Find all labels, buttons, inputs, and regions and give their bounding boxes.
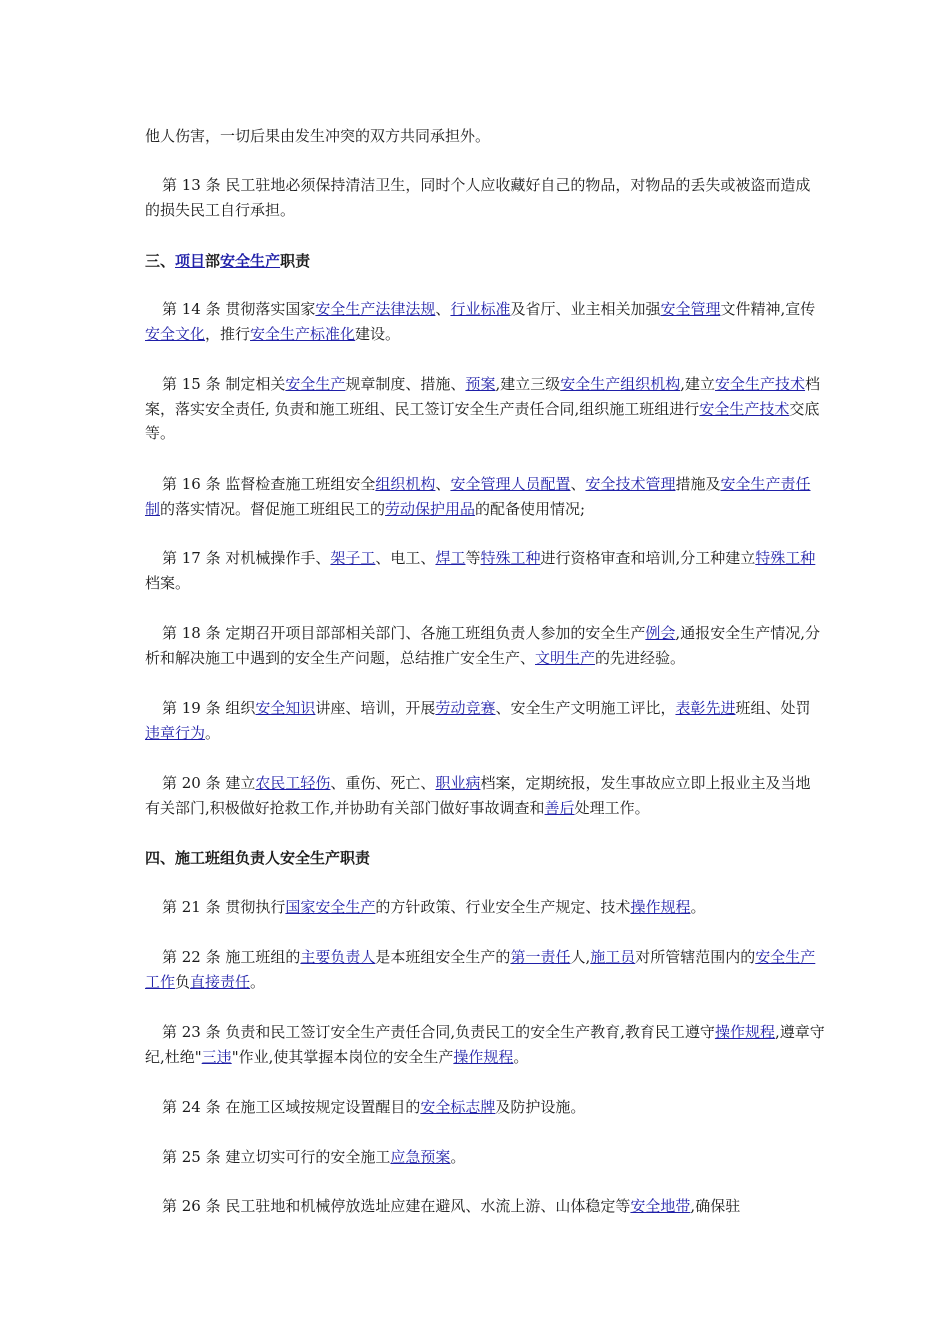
link[interactable]: 文明生产 <box>535 648 596 667</box>
link[interactable]: 焊工 <box>435 549 466 567</box>
link[interactable]: 安全管理人员配置 <box>450 475 571 493</box>
link[interactable]: 安全知识 <box>255 699 316 717</box>
article-22: 第 22 条 施工班组的主要负责人是本班组安全生产的第一责任人,施工员对所管辖范围内的安全生产工作负直接责任。 <box>145 948 816 991</box>
link[interactable]: 善后 <box>544 798 575 817</box>
link[interactable]: 架子工 <box>330 549 376 567</box>
link[interactable]: 应急预案 <box>390 1148 451 1166</box>
article-21: 第 21 条 贯彻执行国家安全生产的方针政策、行业安全生产规定、技术操作规程。 <box>162 898 706 916</box>
link[interactable]: 安全生产技术 <box>715 375 806 393</box>
section-heading-4: 四、施工班组负责人安全生产职责 <box>145 849 371 867</box>
article-20: 第 20 条 建立农民工轻伤、重伤、死亡、职业病档案，定期统报，发生事故应立即上报业主及当地有关部门,积极做好抢救工作,并协助有关部门做好事故调查和善后处理工作。 <box>145 774 811 817</box>
link[interactable]: 例会 <box>645 624 676 642</box>
link[interactable]: 安全生产 <box>285 375 346 393</box>
link[interactable]: 安全管理 <box>660 300 721 318</box>
link[interactable]: 安全生产法律法规 <box>315 300 436 318</box>
link[interactable]: 安全生产技术 <box>699 399 790 418</box>
link[interactable]: 直接责任 <box>190 972 251 991</box>
link-anquanshengchan[interactable]: 安全生产 <box>220 252 281 270</box>
link[interactable]: 安全生产组织机构 <box>560 375 681 393</box>
link[interactable]: 安全技术管理 <box>585 475 676 493</box>
article-17: 第 17 条 对机械操作手、架子工、电工、焊工等特殊工种进行资格审查和培训,分工种建立特殊工种档案。 <box>145 549 816 592</box>
link[interactable]: 行业标准 <box>450 300 511 318</box>
link[interactable]: 农民工轻伤 <box>255 774 331 792</box>
link[interactable]: 第一责任 <box>510 948 571 966</box>
article-25: 第 25 条 建立切实可行的安全施工应急预案。 <box>162 1148 466 1166</box>
article-14: 第 14 条 贯彻落实国家安全生产法律法规、行业标准及省厅、业主相关加强安全管理文件精神,宣传安全文化，推行安全生产标准化建设。 <box>145 300 816 343</box>
link[interactable]: 安全地带 <box>630 1197 691 1215</box>
link[interactable]: 安全文化 <box>145 324 206 343</box>
article-18: 第 18 条 定期召开项目部部相关部门、各施工班组负责人参加的安全生产例会,通报安全生产情况,分析和解决施工中遇到的安全生产问题，总结推广安全生产、文明生产的先进经验。 <box>145 624 820 667</box>
article-19: 第 19 条 组织安全知识讲座、培训，开展劳动竞赛、安全生产文明施工评比，表彰先进班组、处罚违章行为。 <box>145 699 811 742</box>
link[interactable]: 职业病 <box>435 774 481 792</box>
link[interactable]: 表彰先进 <box>675 699 736 717</box>
link[interactable]: 操作规程 <box>714 1023 775 1041</box>
paragraph-continuation: 他人伤害，一切后果由发生冲突的双方共同承担外。 <box>145 127 491 145</box>
link[interactable]: 安全生产责任制 <box>145 475 811 518</box>
article-16: 第 16 条 监督检查施工班组安全组织机构、安全管理人员配置、安全技术管理措施及安全生产责任制的落实情况。督促施工班组民工的劳动保护用品的配备使用情况; <box>145 475 811 518</box>
link[interactable]: 安全生产标准化 <box>250 324 356 343</box>
link[interactable]: 施工员 <box>590 948 636 966</box>
link[interactable]: 安全生产工作 <box>145 948 816 991</box>
link[interactable]: 三违 <box>201 1047 232 1066</box>
link[interactable]: 安全标志牌 <box>420 1098 496 1116</box>
link-xiangmu[interactable]: 项目 <box>175 252 206 270</box>
link[interactable]: 特殊工种 <box>755 549 816 567</box>
link[interactable]: 国家安全生产 <box>285 898 376 916</box>
link[interactable]: 主要负责人 <box>300 948 376 966</box>
article-26: 第 26 条 民工驻地和机械停放选址应建在避风、水流上游、山体稳定等安全地带,确保驻 <box>162 1197 741 1215</box>
article-23: 第 23 条 负责和民工签订安全生产责任合同,负责民工的安全生产教育,教育民工遵守操作规程,遵章守纪,杜绝"三违"作业,使其掌握本岗位的安全生产操作规程。 <box>145 1023 825 1066</box>
link[interactable]: 操作规程 <box>630 898 691 916</box>
link[interactable]: 劳动竞赛 <box>435 699 496 717</box>
link[interactable]: 组织机构 <box>375 475 436 493</box>
link[interactable]: 违章行为 <box>145 723 206 742</box>
link[interactable]: 劳动保护用品 <box>385 499 476 518</box>
section-heading-3: 三、项目部安全生产职责 <box>145 252 311 270</box>
article-13: 第 13 条 民工驻地必须保持清洁卫生，同时个人应收藏好自己的物品，对物品的丢失或被盗而造成的损失民工自行承担。 <box>145 176 811 219</box>
link[interactable]: 操作规程 <box>453 1047 514 1066</box>
article-24: 第 24 条 在施工区域按规定设置醒目的安全标志牌及防护设施。 <box>162 1098 586 1116</box>
link[interactable]: 特殊工种 <box>480 549 541 567</box>
article-15: 第 15 条 制定相关安全生产规章制度、措施、预案,建立三级安全生产组织机构,建立安全生产技术档案，落实安全责任, 负责和施工班组、民工签订安全生产责任合同,组织施工班组进行安全生产技术交底等。 <box>145 375 821 442</box>
link[interactable]: 预案 <box>465 375 496 393</box>
